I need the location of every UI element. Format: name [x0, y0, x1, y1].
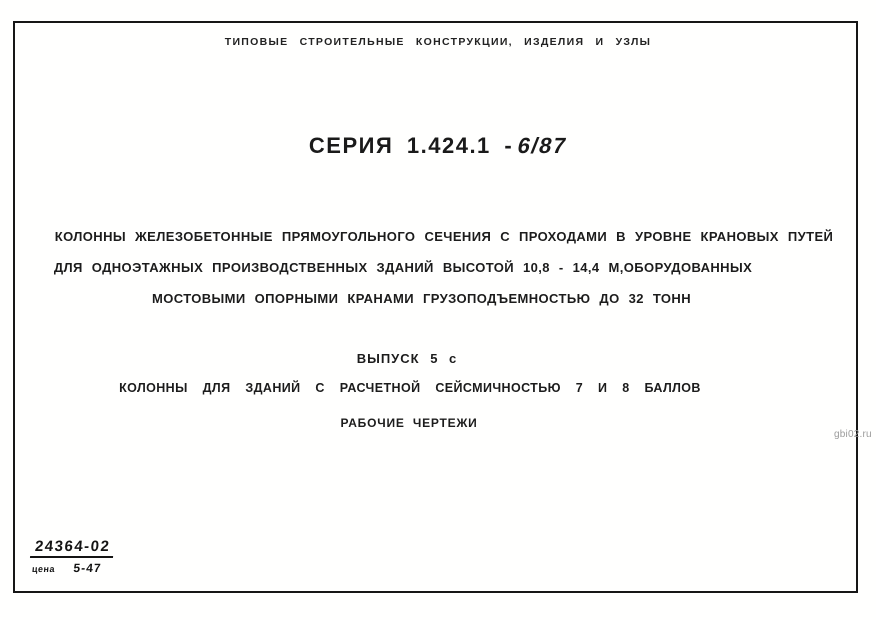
price-value: 5-47 [72, 561, 103, 575]
title-line-2: ДЛЯ ОДНОЭТАЖНЫХ ПРОИЗВОДСТВЕННЫХ ЗДАНИЙ ВЫСОТОЙ 10,8 - 14,4 М,ОБОРУДОВАННЫХ [53, 260, 753, 275]
seismic-subtitle: КОЛОННЫ ДЛЯ ЗДАНИЙ С РАСЧЕТНОЙ СЕЙСМИЧНОСТЬЮ 7 И 8 БАЛЛОВ [119, 381, 701, 395]
inventory-stamp [28, 538, 115, 577]
doc-classification-header: ТИПОВЫЕ СТРОИТЕЛЬНЫЕ КОНСТРУКЦИИ, ИЗДЕЛИЯ И УЗЛЫ [224, 36, 652, 48]
title-line-1: КОЛОННЫ ЖЕЛЕЗОБЕТОННЫЕ ПРЯМОУГОЛЬНОГО СЕЧЕНИЯ С ПРОХОДАМИ В УРОВНЕ КРАНОВЫХ ПУТЕЙ [54, 229, 834, 244]
series-title-prefix: СЕРИЯ 1.424.1 - [308, 133, 514, 158]
inventory-number: 24364-02 [30, 538, 115, 558]
title-line-3: МОСТОВЫМИ ОПОРНЫМИ КРАНАМИ ГРУЗОПОДЪЕМНОСТЬЮ ДО 32 ТОНН [151, 291, 691, 306]
price-label: цена [31, 564, 56, 574]
doc-type-label: РАБОЧИЕ ЧЕРТЕЖИ [340, 416, 478, 430]
site-watermark: gbi02.ru [834, 429, 872, 440]
series-title-number: 6/87 [515, 133, 570, 158]
series-title [0, 133, 876, 159]
issue-label: ВЫПУСК 5 с [356, 351, 458, 366]
document-title-block [0, 221, 876, 314]
price-row [28, 559, 113, 577]
